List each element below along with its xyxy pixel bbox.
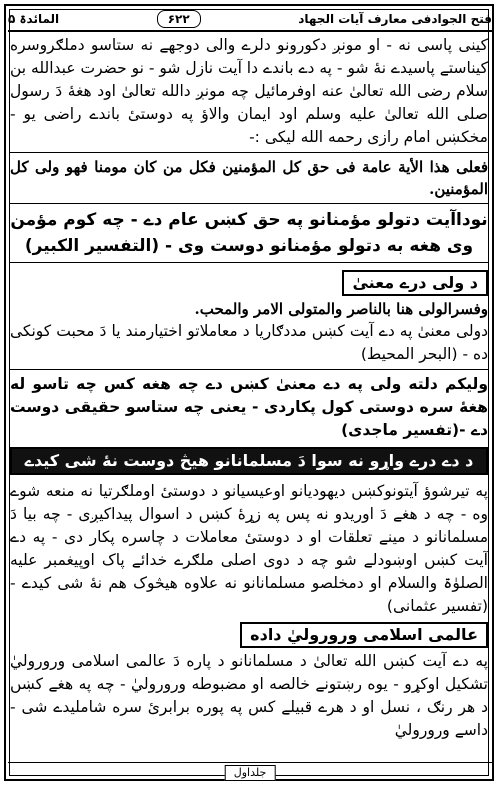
section-heading-3: عالمی اسلامی وروروليٰ داده: [240, 622, 488, 648]
header-rule: [8, 30, 492, 32]
tafsir-quote: نوداآیت دتولو مؤمنانو په حق کښں عام دے - چه کوم مؤمن وی هغه به دتولو مؤمنانو دوست وی - (التفسیر الکبیر): [10, 210, 488, 256]
divider: [10, 369, 488, 370]
book-title: فتح الجوادفی معارف آیات الجهاد: [298, 12, 492, 26]
divider: [10, 203, 488, 204]
surah-label: المائدۃ ۵: [8, 12, 60, 26]
divider: [10, 152, 488, 153]
divider: [10, 262, 488, 263]
page-number: ۶۲۲: [157, 10, 201, 28]
section1-paragraph: دولی معنیٰ په دے آیت کښں مددګاریا د معاملاتو اختیارمند یا دَ محبت کونکی ده - (البحر المحیط): [10, 322, 488, 363]
section-heading-2: د دے درے واړو نه سوا دَ مسلمانانو هیڅ دوست نۀ شی کیدے: [10, 447, 488, 475]
section-heading-1: د ولی درے معنیٰ: [342, 270, 488, 296]
intro-paragraph: کینی پاسی نه - او مونږ دکورونو دلرے والی دوجهے نه ستاسو دملګروسره کیناستے پاسیدے نۀ شو - په دے باندے دا آیت نازل شو - نو حضرت عبدالله بن سلام رضی الله تعالیٰ عنه اوفرمائیل چه مونږ دالله تعالیٰ اود هغهٔ دَ رسول صلی الله تعالیٰ علیه وسلم اود ایمان والاؤ په دوستیٔ باندے راضی یو - مخکښں امام رازی رحمه الله لیکی :-: [10, 36, 488, 146]
page-header: [8, 8, 492, 30]
page-footer: [8, 762, 492, 781]
section2-paragraph: په تیرشوؤ آیتونوکښں دیهودیانو اوعیسیانو د دوستیٔ اوملګرتیا نه منعه شوے وه - چه د هغے دَ اوریدو نه پس په زړهٔ کښں د اسوال پیداکیږی - چه بیا دَ مسلمانانو د مینے تعلقات او د دوستیٔ معاملات د چاسره پکار دی - په دے آیت کښں اوښودلے شو چه د دوی اصلی ملګرے خدائے پاک اوپیغمبر علیه الصلوٰۃ والسلام او دمخلصو مسلمانانو نه علاوه هیڅوک هم نۀ شی کیدے - (تفسیر عثمانی): [10, 482, 488, 615]
quote-paragraph-2: ولیکم دلته ولی په دے معنیٰ کښں دے چه هغه کس چه تاسو له هغهٔ سره دوستی کول پکاردی - یعنی چه ستاسو حقیقی دوست دے -(تفسیر ماجدی): [10, 375, 488, 439]
page-content: [10, 34, 488, 761]
arabic-quote: فعلی هذا الأیة عامة فی حق کل المؤمنین فکل من کان مومنا فهو ولی کل المؤمنین.: [10, 158, 488, 198]
volume-label: جلداول: [225, 765, 276, 781]
section3-paragraph: په دے آیت کښں الله تعالیٰ د مسلمانانو د پاره دَ عالمی اسلامی وروروليٰ تشکیل اوکړو - یوه رښتونے خالصه او مضبوطه وروروليٰ - چه په هغے کښں د هر رنګ ، نسل او د هرے قبیلے کس په پوره برابرئ سره شاملیدے شی - داسے وروروليٰ: [10, 652, 488, 739]
arabic-line: وفسرالولی هنا بالناصر والمتولی الامر والمحب.: [194, 300, 488, 318]
